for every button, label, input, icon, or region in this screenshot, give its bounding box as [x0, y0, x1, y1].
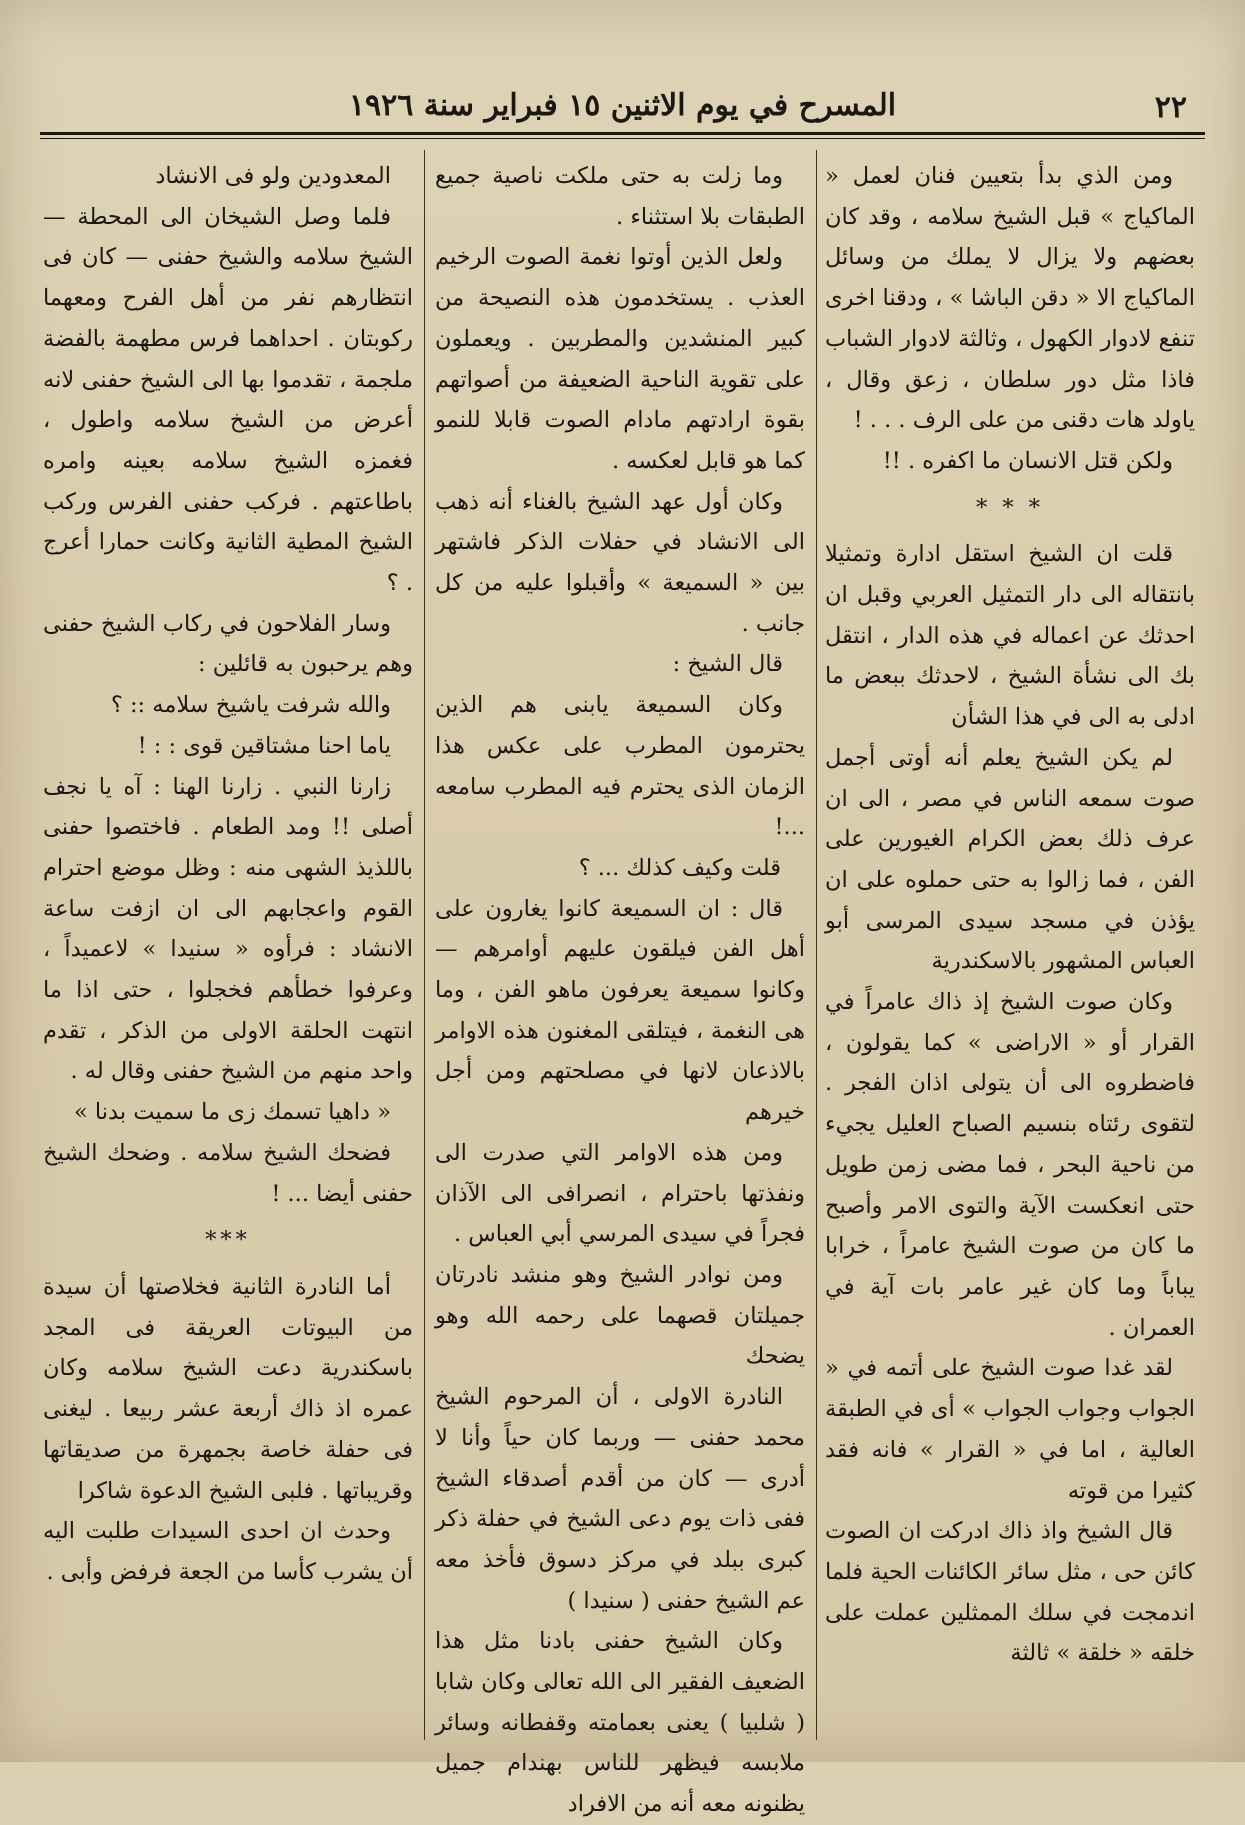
- paragraph: لم يكن الشيخ يعلم أنه أوتى أجمل صوت سمعه الناس في مصر ، الى ان عرف ذلك بعض الكرام الغيورين على الفن ، فما زالوا به حتى حملوه على ان يؤذن في مسجد سيدى المرسى أبو العباس المشهور بالاسكندرية: [825, 744, 1195, 975]
- header-rule-thin: [40, 138, 1205, 139]
- paragraph: قال : ان السميعة كانوا يغارون على أهل الفن فيلقون عليهم أوامرهم — وكانوا سميعة يعرفون ماهو الفن ، وما هى النغمة ، فيتلقى المغنون هذه الاوامر بالاذعان لانها في مصلحتهم ومن أجل خيرهم: [435, 895, 805, 1126]
- paragraph: قلت وكيف كذلك ... ؟: [578, 854, 781, 881]
- column-left: [43, 156, 413, 1736]
- running-title: المسرح في يوم الاثنين ١٥ فبراير سنة ١٩٢٦: [348, 88, 897, 123]
- paragraph: زارنا النبي . زارنا الهنا : آه يا نجف أصلى !! ومد الطعام . فاختصوا حفنى باللذيذ الشهى منه : وظل موضع احترام القوم واعجابهم الى ان ازفت ساعة الانشاد : فرأوه « سنيدا » لاعميداً ، وعرفوا خطأهم فخجلوا ، حتى اذا ما انتهت الحلقة الاولى من الذكر ، تقدم واحد منهم من الشيخ حفنى وقال له .: [43, 773, 413, 1085]
- column-middle: [435, 156, 805, 1818]
- column-right: [825, 156, 1195, 1736]
- paragraph: وسار الفلاحون في ركاب الشيخ حفنى وهم يرحبون به قائلين :: [43, 610, 413, 678]
- section-separator: ***: [205, 1227, 251, 1254]
- column-divider: [816, 150, 817, 1740]
- paragraph: ومن نوادر الشيخ وهو منشد نادرتان جميلتان قصهما على رحمه الله وهو يضحك: [435, 1261, 805, 1370]
- paragraph: وكان أول عهد الشيخ بالغناء أنه ذهب الى الانشاد في حفلات الذكر فاشتهر بين « السميعة » وأقبلوا عليه من كل جانب .: [435, 488, 805, 637]
- paragraph: ياما احنا مشتاقين قوى : : !: [137, 732, 391, 759]
- paragraph: النادرة الاولى ، أن المرحوم الشيخ محمد حفنى — وربما كان حياً وأنا لا أدرى — كان من أقدم أصدقاء الشيخ ففى ذات يوم دعى الشيخ في حفلة ذكر كبرى ببلد في مركز دسوق فأخذ معه عم الشيخ حفنى ( سنيدا ): [435, 1384, 805, 1614]
- paragraph: وكان الشيخ حفنى بادنا مثل هذا الضعيف الفقير الى الله تعالى وكان شابا ( شلبيا ) يعنى بعمامته وقفطانه وسائر ملابسه فيظهر للناس بهندام جميل يظنونه معه أنه من الافراد: [435, 1628, 805, 1818]
- paragraph: أما النادرة الثانية فخلاصتها أن سيدة من البيوتات العريقة فى المجد باسكندرية دعت الشيخ سلامه وكان عمره اذ ذاك أربعة عشر ربيعا . ليغنى فى حفلة خاصة بجمهرة من صديقاتها وقريباتها . فلبى الشيخ الدعوة شاكرا: [43, 1273, 413, 1504]
- column-divider: [424, 150, 425, 1740]
- paragraph: وكان صوت الشيخ إذ ذاك عامراً في القرار أو « الاراضى » كما يقولون ، فاضطروه الى أن يتولى اذان الفجر . لتقوى رئتاه بنسيم الصباح العليل يجيء من ناحية البحر ، فما مضى زمن طويل حتى انعكست الآية والتوى الامر وأصبح ما كان من صوت الشيخ عامراً ، خرابا يباباً وما كان غير عامر بات آية في العمران .: [825, 989, 1195, 1341]
- paragraph: قال الشيخ :: [672, 651, 783, 678]
- paragraph: وحدث ان احدى السيدات طلبت اليه أن يشرب كأسا من الجعة فرفض وأبى .: [43, 1518, 413, 1585]
- paragraph: « داهيا تسمك زى ما سميت بدنا »: [74, 1099, 391, 1126]
- paragraph: ولعل الذين أوتوا نغمة الصوت الرخيم العذب . يستخدمون هذه النصيحة من كبير المنشدين والمطربين . ويعملون على تقوية الناحية الضعيفة من أصواتهم بقوة ارادتهم مادام الصوت قابلا للنمو كما هو قابل لعكسه .: [435, 244, 805, 474]
- page-header: [40, 88, 1205, 130]
- paragraph: فضحك الشيخ سلامه . وضحك الشيخ حفنى أيضا ... !: [43, 1139, 413, 1207]
- paragraph: ومن هذه الاوامر التي صدرت الى ونفذتها باحترام ، انصرافى الى الآذان فجراً في سيدى المرسي أبي العباس .: [435, 1139, 805, 1248]
- page-number: ٢٢: [1154, 90, 1187, 125]
- paragraph: وما زلت به حتى ملكت ناصية جميع الطبقات بلا استثناء .: [435, 163, 805, 230]
- paragraph: المعدودين ولو فى الانشاد: [155, 163, 391, 189]
- paragraph: وكان السميعة يابنى هم الذين يحترمون المطرب على عكس هذا الزمان الذى يحترم فيه المطرب سامعه ...!: [435, 692, 805, 841]
- header-rule: [40, 132, 1205, 135]
- paragraph: لقد غدا صوت الشيخ على أتمه في « الجواب وجواب الجواب » أى في الطبقة العالية ، اما في « القرار » فانه فقد كثيرا من قوته: [825, 1355, 1195, 1504]
- paragraph: ومن الذي بدأ بتعيين فنان لعمل « الماكياج » قبل الشيخ سلامه ، وقد كان بعضهم ولا يزال لا يملك من وسائل الماكياج الا « دقن الباشا » ، ودقنا اخرى تنفع لادوار الكهول ، وثالثة لادوار الشباب فاذا مثل دور سلطان ، زعق وقال ، ياولد هات دقنى من على الرف . . . !: [825, 163, 1195, 434]
- paragraph: فلما وصل الشيخان الى المحطة — الشيخ سلامه والشيخ حفنى — كان فى انتظارهم نفر من أهل الفرح ومعهما ركوبتان . احداهما فرس مطهمة بالفضة ملجمة ، تقدموا بها الى الشيخ حفنى لانه أعرض من الشيخ سلامه واطول ، فغمزه الشيخ سلامه بعينه وامره باطاعتهم . فركب حفنى الفرس وركب الشيخ المطية الثانية وكانت حمارا أعرج . ؟: [43, 203, 413, 597]
- paragraph: قلت ان الشيخ استقل ادارة وتمثيلا بانتقاله الى دار التمثيل العربي وقبل ان احدثك عن اعماله في هذه الدار ، انتقل بك الى نشأة الشيخ ، لاحدثك ببعض ما ادلى به الى في هذا الشأن: [825, 541, 1195, 731]
- paragraph: والله شرفت ياشيخ سلامه :: ؟: [110, 692, 391, 719]
- paragraph: ولكن قتل الانسان ما اكفره . !!: [882, 447, 1173, 474]
- section-separator: * * *: [975, 494, 1045, 521]
- paragraph: قال الشيخ واذ ذاك ادركت ان الصوت كائن حى ، مثل سائر الكائنات الحية فلما اندمجت في سلك الممثلين عملت على خلقه « خلقة » ثالثة: [825, 1518, 1195, 1667]
